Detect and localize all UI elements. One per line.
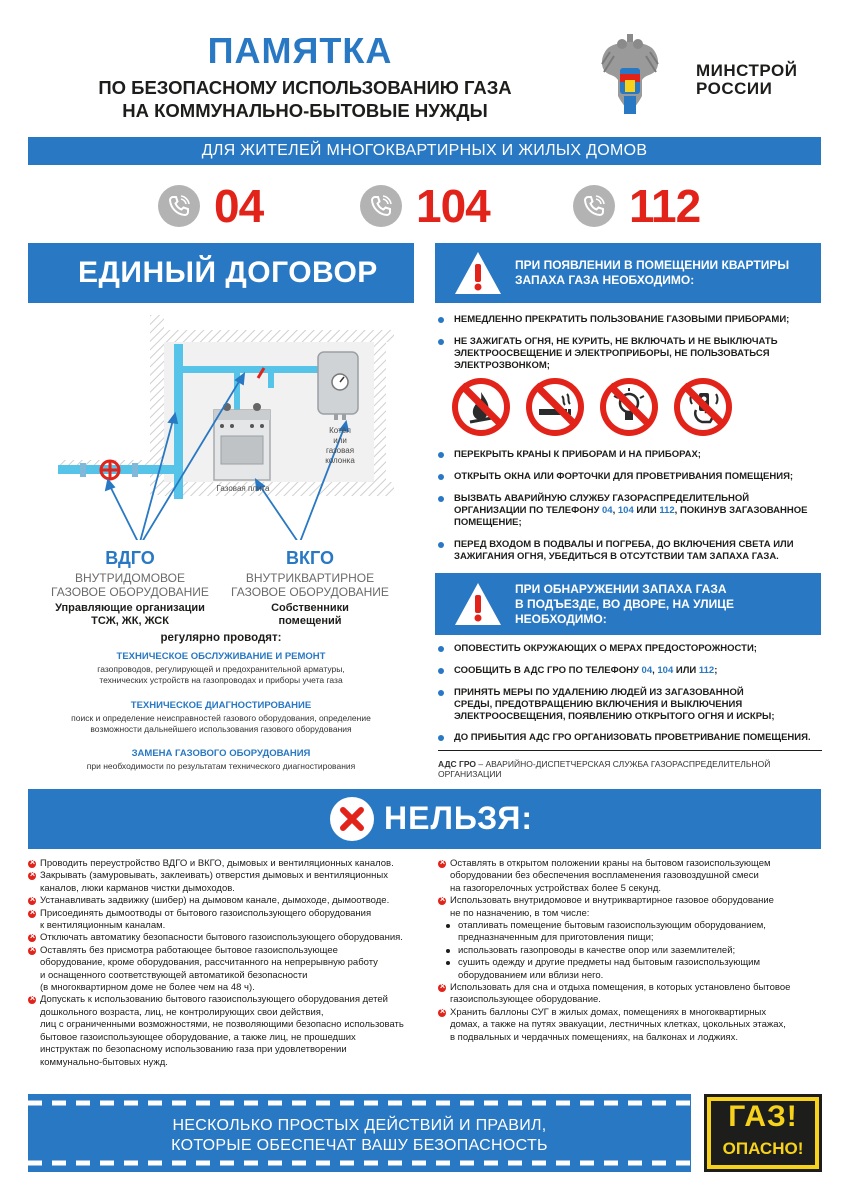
forbidden-item-line: инструктаж по безопасному использованию газа при удовлетворении xyxy=(40,1044,347,1056)
forbidden-item-line: Присоединять дымоотводы от бытового газоиспользующего оборудования xyxy=(40,907,372,919)
service-desc-line: возможности дальнейшего использования газового оборудования xyxy=(90,724,352,734)
stripe-decoration xyxy=(28,1100,691,1106)
rule-line: ВЫЗВАТЬ АВАРИЙНУЮ СЛУЖБУ ГАЗОРАСПРЕДЕЛИТЕЛЬНОЙ xyxy=(454,493,750,504)
danger-sign-line-1: ГАЗ! xyxy=(728,1100,798,1133)
rule-text: СООБЩИТЬ В АДС ГРО ПО ТЕЛЕФОНУ xyxy=(454,665,642,676)
ads-definition: – АВАРИЙНО-ДИСПЕТЧЕРСКАЯ СЛУЖБА ГАЗОРАСПРЕДЕЛИТЕЛЬНОЙ ОРГАНИЗАЦИИ xyxy=(438,759,771,779)
service-desc-line: газопроводов, регулирующей и предохранительной арматуры, xyxy=(97,664,345,674)
forbidden-item-line: отапливать помещение бытовым газоиспользующим оборудованием, xyxy=(458,920,766,932)
phone-number-inline: 112 xyxy=(698,665,715,676)
forbidden-subitem xyxy=(438,957,822,982)
forbidden-item-line: Оставлять без присмотра работающее бытовое газоиспользующее xyxy=(40,944,338,956)
vdgo-owner-line-2: ТСЖ, ЖК, ЖСК xyxy=(91,615,169,627)
forbidden-item-line: к вентиляционным каналам. xyxy=(40,920,166,932)
service-title: ТЕХНИЧЕСКОЕ ОБСЛУЖИВАНИЕ И РЕМОНТ xyxy=(116,651,326,662)
phone-104[interactable] xyxy=(360,182,490,230)
forbidden-item-line: Закрывать (замуровывать, заклеивать) отверстия дымовых и вентиляционных xyxy=(40,870,388,882)
no-doorbell-icon xyxy=(674,378,732,436)
footer-slogan xyxy=(28,1116,691,1156)
outside-rule-2 xyxy=(438,665,822,677)
forbidden-item-line: коммунально-бытовых нужд. xyxy=(40,1056,168,1068)
phone-04[interactable] xyxy=(158,182,263,230)
flat-rule-2 xyxy=(438,336,822,372)
coat-of-arms-icon xyxy=(598,34,662,122)
regularly-heading: регулярно проводят: xyxy=(160,632,282,644)
service-description xyxy=(48,713,394,735)
rule-line: ПОМЕЩЕНИЕ; xyxy=(454,517,522,528)
forbidden-item-line: домах, а также на путях эвакуации, лестничных клетках, цокольных этажах, xyxy=(450,1019,786,1031)
warning-heading-line-2: ЗАПАХА ГАЗА НЕОБХОДИМО: xyxy=(515,273,695,287)
forbidden-item-line: Использовать внутридомовое и внутриквартирное газовое оборудование xyxy=(450,895,774,907)
stove-label: Газовая плита xyxy=(216,484,270,493)
phone-number-inline: 04 xyxy=(641,665,653,676)
rule-line: ЭЛЕКТРООСВЕЩЕНИЕ И ЭЛЕКТРОПРИБОРЫ, НЕ ПОЛЬЗОВАТЬСЯ xyxy=(454,348,770,359)
rule-text: ОРГАНИЗАЦИИ ПО ТЕЛЕФОНУ xyxy=(454,505,603,516)
outside-rule-3 xyxy=(438,687,822,723)
ministry-name xyxy=(696,62,797,98)
forbidden-item xyxy=(28,895,428,907)
vdgo-abbr: ВДГО xyxy=(105,548,155,568)
forbidden-item xyxy=(28,858,428,870)
forbidden-item-line: дошкольного возраста, лиц, не контролирующих свои действия, xyxy=(40,1006,324,1018)
outside-rule-1: ОПОВЕСТИТЬ ОКРУЖАЮЩИХ О МЕРАХ ПРЕДОСТОРОЖНОСТИ; xyxy=(438,643,822,655)
forbidden-subitem xyxy=(438,945,822,957)
forbidden-item xyxy=(28,932,428,944)
forbidden-title: НЕЛЬЗЯ: xyxy=(384,800,534,836)
phone-number: 04 xyxy=(214,180,264,232)
service-desc-line: технических устройств на газопроводах и приборы учета газа xyxy=(99,675,343,685)
footer-line-1: НЕСКОЛЬКО ПРОСТЫХ ДЕЙСТВИЙ И ПРАВИЛ, xyxy=(172,1117,547,1134)
forbidden-item xyxy=(28,994,428,1068)
divider xyxy=(438,750,822,751)
rule-text: , ПОКИНУВ ЗАГАЗОВАННОЕ xyxy=(674,505,808,516)
contract-heading: ЕДИНЫЙ ДОГОВОР xyxy=(28,243,414,303)
no-smoking-icon xyxy=(526,378,584,436)
forbidden-item-line: оборудовании без обеспечения воспламенения газовоздушной смеси xyxy=(450,870,759,882)
forbidden-item-line: бытовое газоиспользующее оборудование, а также лиц, не прошедших xyxy=(40,1031,356,1043)
phone-number: 112 xyxy=(629,180,701,232)
phone-number-inline: 112 xyxy=(659,505,675,516)
flat-rule-3: ПЕРЕКРЫТЬ КРАНЫ К ПРИБОРАМ И НА ПРИБОРАХ; xyxy=(438,449,822,461)
prohibition-icons-row xyxy=(452,378,752,438)
rule-text: ; xyxy=(714,665,718,676)
ads-footnote xyxy=(438,759,822,779)
forbidden-item-line: использовать газопроводы в качестве опор или заземлителей; xyxy=(458,944,736,956)
forbidden-item xyxy=(28,870,428,895)
danger-sign-line-2: ОПАСНО! xyxy=(722,1139,804,1158)
service-description xyxy=(48,761,394,772)
subtitle-line-2: НА КОММУНАЛЬНО-БЫТОВЫЕ НУЖДЫ xyxy=(122,100,488,121)
forbidden-item-line: лиц с ограниченными возможностями, не позволяющими безопасно использовать xyxy=(40,1019,404,1031)
boiler-label-3: газовая xyxy=(325,446,355,455)
vdgo-owner xyxy=(40,602,220,628)
page-title: ПАМЯТКА xyxy=(207,30,393,71)
warning-heading-line-1: ПРИ ОБНАРУЖЕНИИ ЗАПАХА ГАЗА xyxy=(515,582,727,596)
forbidden-item-line: не по назначению, в том числе: xyxy=(450,907,590,919)
phone-112[interactable] xyxy=(573,182,700,230)
rule-line: ЭЛЕКТРООСВЕЩЕНИЯ, ПОЯВЛЕНИЮ ОТКРЫТОГО ОГНЯ И ИСКРЫ; xyxy=(454,711,775,722)
warning-banner-outside xyxy=(435,573,821,635)
forbidden-item-line: и оснащенного соответствующей автоматикой безопасности xyxy=(40,969,308,981)
vkgo-owner-line-2: помещений xyxy=(278,615,342,627)
forbidden-item xyxy=(438,858,822,895)
forbidden-item-line: оборудованием или вблизи него. xyxy=(458,969,604,981)
warning-icon xyxy=(453,250,503,296)
warning-heading-line-2: В ПОДЪЕЗДЕ, ВО ДВОРЕ, НА УЛИЦЕ xyxy=(515,597,734,611)
vkgo-desc-line-2: ГАЗОВОЕ ОБОРУДОВАНИЕ xyxy=(231,585,389,599)
phone-icon xyxy=(158,185,200,227)
rule-text: , xyxy=(652,665,658,676)
service-title: ТЕХНИЧЕСКОЕ ДИАГНОСТИРОВАНИЕ xyxy=(130,700,312,711)
service-desc-line: поиск и определение неисправностей газового оборудования, определение xyxy=(71,713,371,723)
boiler-label-4: колонка xyxy=(325,456,355,465)
gas-equipment-illustration xyxy=(28,310,414,540)
forbidden-item-line: Устанавливать задвижку (шибер) на дымовом канале, дымоходе, дымоотводе. xyxy=(40,895,390,907)
phone-icon xyxy=(573,185,615,227)
rule-text: ИЛИ xyxy=(673,665,699,676)
forbidden-item-line: в подвальных и чердачных помещениях, на балконах и лоджиях. xyxy=(450,1031,738,1043)
boiler-label xyxy=(320,426,360,466)
flat-rule-4: ОТКРЫТЬ ОКНА ИЛИ ФОРТОЧКИ ДЛЯ ПРОВЕТРИВАНИЯ ПОМЕЩЕНИЯ; xyxy=(438,471,822,483)
forbidden-item-line: Хранить баллоны СУГ в жилых домах, помещениях в многоквартирных xyxy=(450,1006,767,1018)
forbidden-item-line: Использовать для сна и отдыха помещения, в которых установлено бытовое xyxy=(450,982,791,994)
vdgo-desc-line-2: ГАЗОВОЕ ОБОРУДОВАНИЕ xyxy=(51,585,209,599)
forbidden-item-line: (в многоквартирном доме не более чем на 48 ч). xyxy=(40,982,255,994)
forbidden-subitem xyxy=(438,920,822,945)
vdgo-description xyxy=(40,571,220,599)
rule-line: ЗАЖИГАНИЯ ОГНЯ, УБЕДИТЬСЯ В ОТСУТСТВИИ ТАМ ЗАПАХА ГАЗА. xyxy=(454,551,779,562)
forbidden-item-line: сушить одежду и другие предметы над бытовым газоиспользующим xyxy=(458,957,760,969)
page-subtitle xyxy=(40,76,570,122)
vkgo-owner-line-1: Собственники xyxy=(271,602,349,614)
flat-rule-6 xyxy=(438,539,822,563)
vkgo-abbr: ВКГО xyxy=(286,548,334,568)
forbidden-item xyxy=(28,945,428,995)
footer-line-2: КОТОРЫЕ ОБЕСПЕЧАТ ВАШУ БЕЗОПАСНОСТЬ xyxy=(171,1137,548,1154)
forbidden-list-left xyxy=(28,858,428,1069)
subtitle-line-1: ПО БЕЗОПАСНОМУ ИСПОЛЬЗОВАНИЮ ГАЗА xyxy=(98,77,512,98)
warning-banner-text xyxy=(515,258,789,288)
vdgo-owner-line-1: Управляющие организации xyxy=(55,602,205,614)
forbidden-item-line: предназначенным для приготовления пищи; xyxy=(458,932,654,944)
service-title: ЗАМЕНА ГАЗОВОГО ОБОРУДОВАНИЯ xyxy=(131,748,311,759)
boiler-label-1: Котёл xyxy=(329,426,351,435)
ministry-line-1: МИНСТРОЙ xyxy=(696,61,798,80)
forbidden-item-line: газоиспользующее оборудование. xyxy=(450,994,601,1006)
vkgo-owner xyxy=(220,602,400,628)
forbidden-item-line: Допускать к использованию бытового газоиспользующего оборудования детей xyxy=(40,994,388,1006)
forbidden-item-line: Отключать автоматику безопасности бытового газоиспользующего оборудования. xyxy=(40,932,403,944)
forbidden-item-line: оборудование, кроме оборудования, рассчитанного на непрерывную работу xyxy=(40,957,378,969)
flat-rule-5 xyxy=(438,493,822,529)
no-fire-icon xyxy=(452,378,510,436)
boiler-label-2: или xyxy=(333,436,347,445)
no-light-bulb-icon xyxy=(600,378,658,436)
rule-line: ПРИНЯТЬ МЕРЫ ПО УДАЛЕНИЮ ЛЮДЕЙ ИЗ ЗАГАЗОВАННОЙ xyxy=(454,687,744,698)
rule-text: , xyxy=(612,505,618,516)
forbidden-item-line: Оставлять в открытом положении краны на бытовом газоиспользующем xyxy=(450,858,771,869)
flat-rule-1: НЕМЕДЛЕННО ПРЕКРАТИТЬ ПОЛЬЗОВАНИЕ ГАЗОВЫМИ ПРИБОРАМИ; xyxy=(438,314,822,326)
service-description xyxy=(48,664,394,686)
rule-line: НЕ ЗАЖИГАТЬ ОГНЯ, НЕ КУРИТЬ, НЕ ВКЛЮЧАТЬ И НЕ ВЫКЛЮЧАТЬ xyxy=(454,336,778,347)
warning-banner-flat xyxy=(435,243,821,303)
warning-banner-text xyxy=(515,582,734,627)
gas-equipment-diagram xyxy=(28,310,414,540)
outside-rule-4: ДО ПРИБЫТИЯ АДС ГРО ОРГАНИЗОВАТЬ ПРОВЕТРИВАНИЕ ПОМЕЩЕНИЯ. xyxy=(438,732,822,744)
forbidden-item-line: каналов, люки карманов чистки дымоходов. xyxy=(40,882,235,894)
vdgo-desc-line-1: ВНУТРИДОМОВОЕ xyxy=(75,571,185,585)
forbidden-item xyxy=(28,908,428,933)
rule-line: СРЕДЫ, ПРЕДОТВРАЩЕНИЮ ВКЛЮЧЕНИЯ И ВЫКЛЮЧЕНИЯ xyxy=(454,699,743,710)
forbidden-item xyxy=(438,982,822,1007)
forbidden-list-right xyxy=(438,858,822,1044)
phone-icon xyxy=(360,185,402,227)
warning-icon xyxy=(453,581,503,627)
ads-abbr: АДС ГРО xyxy=(438,759,476,769)
vkgo-description xyxy=(220,571,400,599)
rule-line: ЭЛЕКТРОЗВОНКОМ; xyxy=(454,360,550,371)
stripe-decoration xyxy=(28,1160,691,1166)
forbidden-icon xyxy=(330,797,374,841)
phone-number: 104 xyxy=(416,180,490,232)
phone-number-inline: 104 xyxy=(657,665,674,676)
rule-line: ПЕРЕД ВХОДОМ В ПОДВАЛЫ И ПОГРЕБА, ДО ВКЛЮЧЕНИЯ СВЕТА ИЛИ xyxy=(454,539,794,550)
audience-banner: ДЛЯ ЖИТЕЛЕЙ МНОГОКВАРТИРНЫХ И ЖИЛЫХ ДОМОВ xyxy=(28,137,821,165)
forbidden-item xyxy=(438,1007,822,1044)
forbidden-item-line: на газогорелочных устройствах более 5 секунд. xyxy=(450,882,662,894)
vkgo-desc-line-1: ВНУТРИКВАРТИРНОЕ xyxy=(245,571,375,585)
ministry-line-2: РОССИИ xyxy=(696,79,773,98)
warning-heading-line-1: ПРИ ПОЯВЛЕНИИ В ПОМЕЩЕНИИ КВАРТИРЫ xyxy=(515,258,790,272)
rule-line xyxy=(454,505,822,517)
service-desc-line: при необходимости по результатам технического диагностирования xyxy=(86,761,356,771)
warning-heading-line-3: НЕОБХОДИМО: xyxy=(515,612,607,626)
forbidden-item xyxy=(438,895,822,920)
rule-text: ИЛИ xyxy=(633,505,660,516)
forbidden-item-line: Проводить переустройство ВДГО и ВКГО, дымовых и вентиляционных каналов. xyxy=(40,858,394,869)
phone-number-inline: 104 xyxy=(617,505,634,516)
phone-number-inline: 04 xyxy=(602,505,613,516)
